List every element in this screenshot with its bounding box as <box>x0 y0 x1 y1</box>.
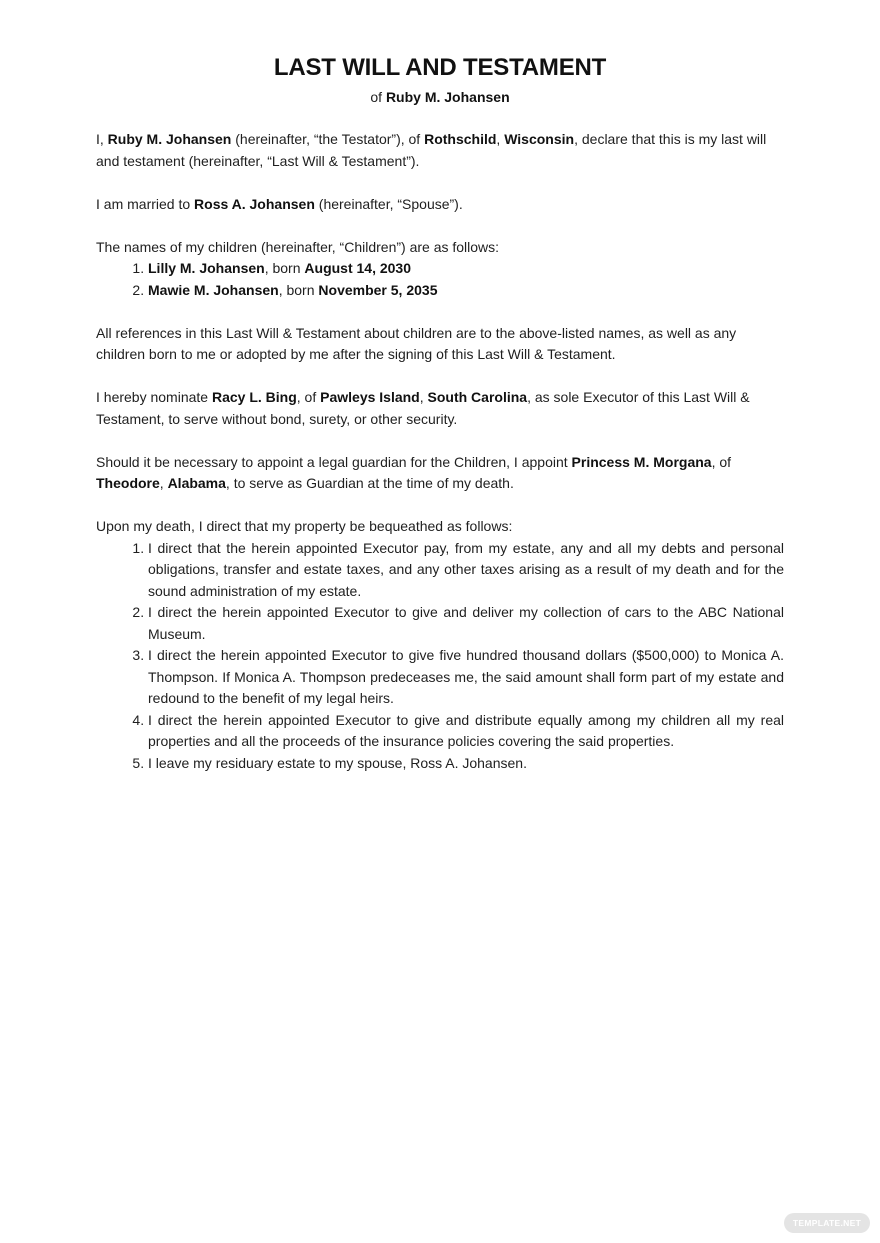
child-name: Lilly M. Johansen <box>148 260 265 276</box>
list-item: 3. I direct the herein appointed Executor to give five hundred thousand dollars ($500,000) to Monica A. Thompson. If Monica A. Thompson predeceases me, the said amount shall form part of my estate and redound to the benefit of my legal heirs. <box>148 645 784 710</box>
executor-paragraph <box>96 387 784 430</box>
testator-city: Rothschild <box>424 131 497 147</box>
guardian-state: Alabama <box>167 475 226 491</box>
declaration-text: I, <box>96 131 108 147</box>
child-birthdate: November 5, 2035 <box>318 281 438 298</box>
spouse-name: Ross A. Johansen <box>194 195 315 212</box>
bequests-list <box>96 538 784 775</box>
declaration-paragraph <box>96 129 784 172</box>
guardian-city: Theodore <box>96 475 160 491</box>
guardian-name: Princess M. Morgana <box>571 453 712 470</box>
list-item: 4. I direct the herein appointed Executor to give and distribute equally among my children all my real properties and all the proceeds of the insurance policies covering the said properties. <box>148 710 784 753</box>
child-name: Mawie M. Johansen <box>148 281 279 298</box>
born-text: , born <box>264 260 305 276</box>
document-title: LAST WILL AND TESTAMENT <box>273 54 607 81</box>
marriage-text: I am married to <box>96 195 195 212</box>
testator-name: Ruby M. Johansen <box>107 131 232 147</box>
bequests-intro: Upon my death, I direct that my property be bequeathed as follows: <box>96 518 513 534</box>
guardian-paragraph <box>96 452 784 495</box>
declaration-text: (hereinafter, “the Testator”), of <box>231 131 425 147</box>
declaration-text: , declare that this is my last will and testament (hereinafter, “Last Will & Testament”). <box>96 131 767 169</box>
document-subtitle <box>96 87 784 108</box>
list-item <box>148 258 784 280</box>
executor-text: , of <box>296 389 321 405</box>
executor-name: Racy L. Bing <box>211 389 297 405</box>
child-birthdate: August 14, 2030 <box>304 260 412 276</box>
document-body <box>96 129 784 774</box>
children-list <box>96 258 784 301</box>
guardian-text: Should it be necessary to appoint a legal guardian for the Children, I appoint <box>96 453 572 470</box>
marriage-paragraph <box>96 194 784 216</box>
guardian-text: , <box>159 475 168 491</box>
children-intro: The names of my children (hereinafter, “Children”) are as follows: <box>96 238 500 255</box>
list-item: 2. I direct the herein appointed Executor to give and deliver my collection of cars to the ABC National Museum. <box>148 602 784 645</box>
subtitle-testator-name: Ruby M. Johansen <box>385 89 510 105</box>
executor-text: , <box>419 389 428 405</box>
watermark-badge: TEMPLATE.NET <box>784 1213 870 1233</box>
executor-state: South Carolina <box>427 389 528 405</box>
executor-text: , as sole Executor of this Last Will & Testament, to serve without bond, surety, or other security. <box>96 389 750 427</box>
declaration-text: , <box>496 131 505 147</box>
list-item: 5. I leave my residuary estate to my spouse, Ross A. Johansen. <box>148 753 784 775</box>
list-item <box>148 280 784 302</box>
marriage-text: (hereinafter, “Spouse”). <box>314 195 463 212</box>
executor-city: Pawleys Island <box>320 389 420 405</box>
testator-state: Wisconsin <box>504 131 575 147</box>
subtitle-prefix: of <box>370 89 383 105</box>
guardian-text: , of <box>711 453 732 470</box>
guardian-text: , to serve as Guardian at the time of my death. <box>225 475 514 491</box>
born-text: , born <box>278 281 319 298</box>
references-paragraph: All references in this Last Will & Testament about children are to the above-listed names, as well as any children born to me or adopted by me after the signing of this Last Will & Testament. <box>96 324 737 362</box>
list-item: 1. I direct that the herein appointed Executor pay, from my estate, any and all my debts and personal obligations, transfer and estate taxes, and any other taxes arising as a result of my death and for the sound administration of my estate. <box>148 538 784 603</box>
executor-text: I hereby nominate <box>96 389 212 405</box>
